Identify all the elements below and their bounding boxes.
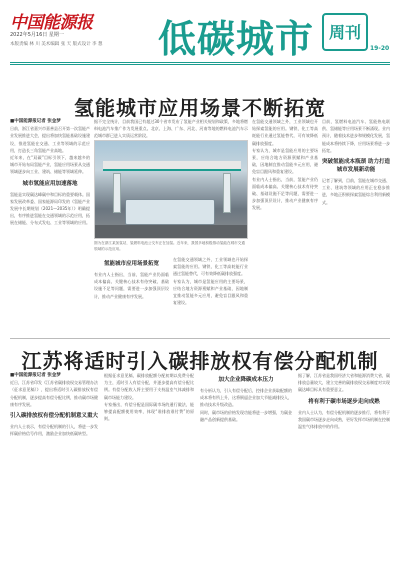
article-2-column-4 <box>298 372 390 567</box>
paragraph: 业内人士表示，有偿分配机制的引入，将进一步发挥碳价格信号作用，激励企业加快低碳转型。 <box>10 424 98 437</box>
issue-number: 19-20 <box>370 45 390 52</box>
article-2-column-2 <box>104 372 194 567</box>
road <box>95 225 248 239</box>
paragraph: 日前，浙江省嘉兴市嘉善县召开第一次氢能产业发展推进大会，提出将加快氢能基础设施建设，推进氢能在交通、工业等领域的示范应用，打造长三角氢能产业高地。 <box>10 126 90 153</box>
paragraph: 有分析认为，引入有偿分配后，控排企业获取配额的成本将有所上升，这将倒逼企业加大节能减排投入，推动技术升级改造。 <box>200 388 292 408</box>
article-1-column-3 <box>252 118 318 333</box>
paragraph: 专家认为，城市是氢能应用的主要场景，应结合地方资源禀赋和产业基础，因地制宜推动氢能多元应用，避免盲目跟风和重复建设。 <box>252 147 318 175</box>
subheading: 城市氢能应用加速落地 <box>22 180 78 187</box>
article-1-byline: ■中国能源报记者 张金梦 <box>10 119 61 124</box>
subheading: 氢能城市应用场景拓宽 <box>103 261 159 267</box>
paragraph: 专家指出，有偿分配是国际碳市场的通行做法，能够提高配额使用效率，体现“谁排放谁付费”的原则。 <box>104 401 194 422</box>
weekly-badge: 周刊 <box>322 13 368 51</box>
fuel-station-photo <box>94 140 248 239</box>
paragraph: 据了解，江苏省是我国经济大省和能源消费大省，碳排放总量较大，建立完善的碳排放权交易制度对实现碳达峰目标具有重要意义。 <box>298 373 390 393</box>
masthead <box>0 0 400 64</box>
paragraph: 近年来，在“双碳”目标引领下，越来越多的城市开始布局氢能产业，氢能应用场景从交通领域逐步向工业、建筑、储能等领域延伸。 <box>10 155 90 175</box>
pump-icon <box>113 173 121 213</box>
article-2-byline: ■中国能源报记者 张金梦 <box>10 373 61 378</box>
masthead-rule <box>10 62 390 63</box>
article-1-column-1 <box>10 118 90 333</box>
newspaper-logo: 中国能源报 <box>10 13 93 33</box>
article-1-column-2-bottom <box>94 256 169 334</box>
pump-icon <box>223 173 231 213</box>
paragraph: 氢能是实现碳达峰碳中和目标的重要载体。国家发展改革委、国家能源局印发的《氢能产业发展中长期规划（2021—2035年）》明确提出，有序推进氢能在交通领域的示范应用，拓展在储能、分布式发电、工业等领域的应用。 <box>10 191 90 226</box>
paragraph: 在氢能交通领域之外，工业领域也开始探索氢能的应用。钢铁、化工等高耗能行业通过氢能替代，可有效降低碳排放强度。 <box>252 119 318 146</box>
article-2-headline: 江苏将适时引入碳排放权有偿分配机制 <box>21 351 379 373</box>
paragraph: 有业内人士指出，当前，氢能产业仍面临成本偏高、关键核心技术有待突破、基础设施不足等问题，需要进一步加强顶层设计，推动产业健康有序发展。 <box>94 272 169 299</box>
article-1-headline: 氢能城市应用场景不断拓宽 <box>74 98 326 120</box>
photo-caption: 图为在浙江某加氢站，氢燃料电池公交车正在加氢。近年来，我国多地积极推动氢能在城市交通领域的示范应用。 <box>94 241 245 251</box>
paragraph: 近日，江苏省印发《江苏省碳排放权交易管理办法（征求意见稿）》，提出将适时引入碳排放权有偿分配机制，逐步提高有偿分配比例，推动碳市场健康有序发展。 <box>10 380 98 407</box>
article-1-column-2-top <box>94 118 248 138</box>
subheading: 加大企业降碳成本压力 <box>218 377 274 383</box>
paragraph: 专家认为，城市是氢能应用的主要场景，应结合地方资源禀赋和产业基础，因地制宜推动氢能多元应用，避免盲目跟风和重复建设。 <box>173 278 248 306</box>
section-title: 低碳城市 <box>158 16 315 61</box>
paragraph: 据不完全统计，目前我国已有超过30个省市发布了氢能产业相关规划和政策，多地将燃料电池汽车推广作为发展重点。北京、上海、广东、河北、河南等地的燃料电池汽车示范城市群已进入实质运营阶段。 <box>94 119 248 138</box>
editor-line: 本版责编 林 川 美术编辑 张 天 版式设计 李 想 <box>10 42 103 47</box>
paragraph: 在氢能交通领域之外，工业领域也开始探索氢能的应用。钢铁、化工等高耗能行业通过氢能替代，可有效降低碳排放强度。 <box>173 257 248 277</box>
paragraph: 同时，碳市场的价格发现功能将进一步增强，为碳金融产品创新提供基础。 <box>200 409 292 422</box>
paragraph: 记者了解到，目前，氢能在城市交通、工业、建筑等领域的应用正在稳步推进，多地正积极探索氢能综合利用新模式。 <box>322 178 390 205</box>
paragraph: 有业内人士指出，当前，氢能产业仍面临成本偏高、关键核心技术有待突破、基础设施不足等问题，需要进一步加强顶层设计，推动产业健康有序发展。 <box>252 176 318 211</box>
subheading: 将有利于碳市场逐步走向成熟 <box>308 398 380 405</box>
subheading: 引入碳排放权有偿分配机制意义重大 <box>10 413 98 420</box>
paragraph: 目前，氢燃料电池汽车、氢能热电联供、氢储能等应用场景不断涌现。业内预计，随着技术进步和规模化发展，氢能成本将持续下降，应用场景将进一步拓宽。 <box>322 119 390 153</box>
dateline: 2022年5月16日 星期一 <box>10 32 64 38</box>
paragraph: 根据征求意见稿，碳排放配额分配初期以免费分配为主，适时引入有偿分配，并逐步提高有偿分配比例。有偿分配收入将主要用于支持温室气体减排和碳市场能力建设。 <box>104 373 194 400</box>
paragraph: 业内人士认为，有偿分配机制的逐步推行，将有利于我国碳市场逐步走向成熟，更好发挥市场机制在控制温室气体排放中的作用。 <box>298 409 390 430</box>
masthead-rule-thin <box>10 64 390 65</box>
subheading: 突破氢能成本瓶颈 助力打造城市发展新动能 <box>322 159 390 174</box>
bus-image <box>125 199 215 225</box>
section-divider <box>10 338 390 339</box>
article-2-column-3 <box>200 372 292 567</box>
article-1-column-3-bottom <box>173 256 248 334</box>
station-canopy <box>103 161 241 171</box>
article-2-column-1 <box>10 372 98 567</box>
article-1-column-4 <box>322 118 390 333</box>
